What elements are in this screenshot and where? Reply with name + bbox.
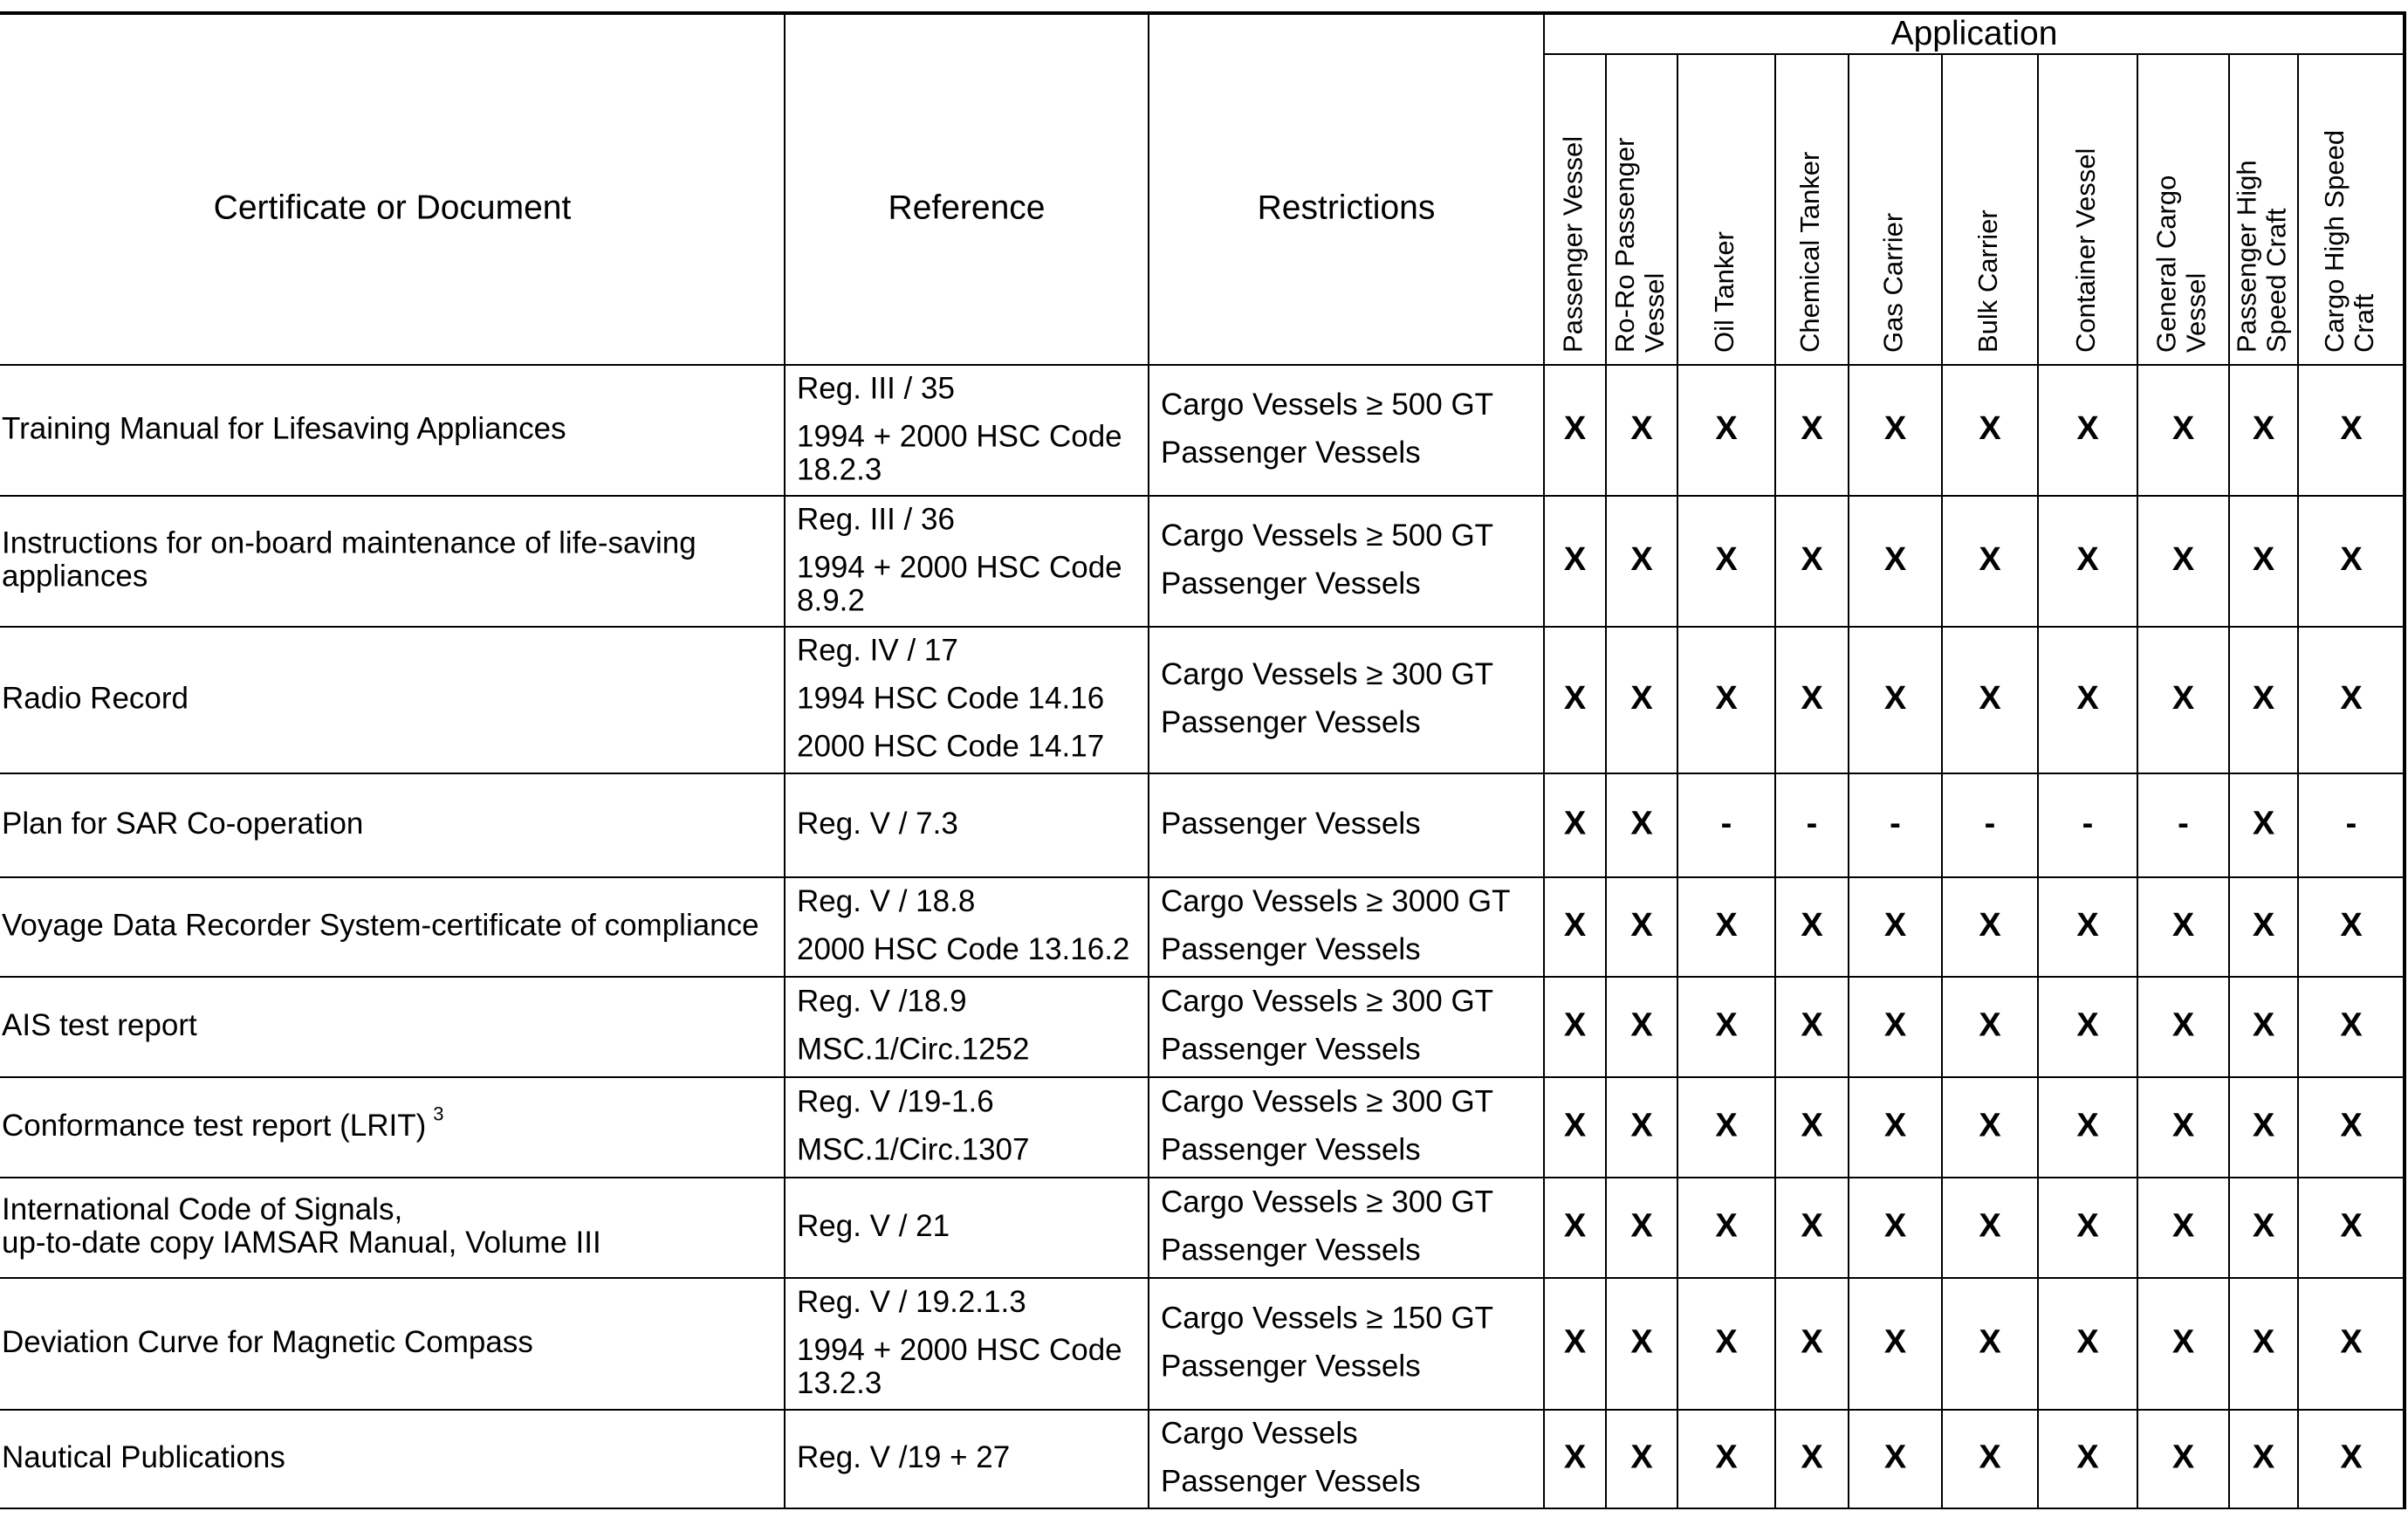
applies-mark: X (1801, 410, 1823, 448)
applies-mark: X (1715, 541, 1738, 579)
applies-mark: X (1630, 680, 1653, 718)
reference-line: 1994 + 2000 HSC Code (797, 1332, 1122, 1367)
vessel-type-header: Vessel (2180, 272, 2212, 353)
applies-mark: X (1883, 410, 1907, 448)
header-application: Application (1890, 14, 2058, 52)
applies-mark: X (1883, 907, 1907, 944)
applies-mark: X (1630, 1323, 1653, 1361)
applies-mark: X (1979, 410, 2001, 448)
applies-mark: X (2340, 907, 2363, 944)
restriction-line: Cargo Vessels (1161, 1416, 1358, 1451)
applies-mark: X (2076, 907, 2099, 944)
applies-mark: X (2252, 541, 2275, 579)
applies-mark: X (1630, 805, 1653, 842)
header-restrictions: Restrictions (1257, 189, 1436, 227)
applies-mark: X (2076, 1439, 2099, 1476)
reference-line: 1994 + 2000 HSC Code (797, 419, 1122, 454)
restriction-line: Cargo Vessels ≥ 300 GT (1161, 1185, 1494, 1219)
applies-mark: X (1563, 1207, 1587, 1245)
applies-mark: X (1630, 1439, 1653, 1476)
restriction-line: Passenger Vessels (1161, 1349, 1421, 1384)
applies-mark: X (1630, 1006, 1653, 1044)
applies-mark: X (1630, 1107, 1653, 1144)
applies-mark: X (1715, 1207, 1738, 1245)
applies-mark: X (1979, 1107, 2001, 1144)
applies-mark: X (1979, 1439, 2001, 1476)
not-applicable-mark: - (2178, 805, 2189, 842)
applies-mark: X (2340, 1006, 2363, 1044)
applies-mark: X (1801, 1323, 1823, 1361)
applies-mark: X (1801, 680, 1823, 718)
applies-mark: X (1883, 1207, 1907, 1245)
restriction-line: Passenger Vessels (1161, 704, 1421, 739)
restriction-line: Cargo Vessels ≥ 3000 GT (1161, 883, 1511, 918)
applies-mark: X (2340, 680, 2363, 718)
applies-mark: X (2076, 1207, 2099, 1245)
vessel-type-header: Oil Tanker (1709, 231, 1740, 353)
applies-mark: X (1801, 1107, 1823, 1144)
not-applicable-mark: - (1984, 805, 1996, 842)
document-name: Conformance test report (LRIT) $^3$ (2, 1102, 444, 1143)
reference-line: Reg. V / 21 (797, 1208, 950, 1243)
vessel-type-header: Vessel (1639, 272, 1671, 353)
header-reference: Reference (888, 189, 1046, 227)
applies-mark: X (1979, 680, 2001, 718)
applies-mark: X (1979, 541, 2001, 579)
applies-mark: X (2076, 1107, 2099, 1144)
applies-mark: X (1563, 1323, 1587, 1361)
applies-mark: X (2252, 1006, 2275, 1044)
reference-line: Reg. III / 36 (797, 502, 955, 537)
reference-line: MSC.1/Circ.1307 (797, 1132, 1030, 1167)
applies-mark: X (2340, 541, 2363, 579)
applies-mark: X (2076, 680, 2099, 718)
vessel-type-header: Speed Craft (2261, 208, 2292, 353)
applies-mark: X (2171, 1323, 2195, 1361)
applies-mark: X (1979, 1207, 2001, 1245)
applies-mark: X (1563, 1107, 1587, 1144)
reference-line: Reg. V /19 + 27 (797, 1439, 1011, 1474)
applies-mark: X (2076, 410, 2099, 448)
vessel-type-header: Chemical Tanker (1794, 151, 1826, 353)
vessel-type-header: Passenger High (2231, 160, 2262, 353)
applies-mark: X (1883, 1323, 1907, 1361)
applies-mark: X (1630, 541, 1653, 579)
applies-mark: X (1563, 1439, 1587, 1476)
applies-mark: X (2076, 541, 2099, 579)
applies-mark: X (1801, 907, 1823, 944)
applies-mark: X (1801, 541, 1823, 579)
applies-mark: X (2171, 1439, 2195, 1476)
restriction-line: Cargo Vessels ≥ 300 GT (1161, 656, 1494, 691)
not-applicable-mark: - (1806, 805, 1818, 842)
reference-line: 18.2.3 (797, 452, 882, 487)
document-name: appliances (2, 559, 148, 594)
vessel-type-header: Ro-Ro Passenger (1609, 137, 1641, 353)
applies-mark: X (2171, 1207, 2195, 1245)
not-applicable-mark: - (1720, 805, 1732, 842)
vessel-type-header: Craft (2349, 293, 2380, 353)
applies-mark: X (1715, 907, 1738, 944)
reference-line: 1994 HSC Code 14.16 (797, 681, 1105, 716)
restriction-line: Passenger Vessels (1161, 1233, 1421, 1267)
applies-mark: X (1563, 1006, 1587, 1044)
restriction-line: Cargo Vessels ≥ 300 GT (1161, 984, 1494, 1019)
applies-mark: X (1883, 1107, 1907, 1144)
restriction-line: Passenger Vessels (1161, 566, 1421, 601)
applies-mark: X (1883, 680, 1907, 718)
header-certificate: Certificate or Document (213, 189, 572, 227)
document-name: Radio Record (2, 681, 189, 716)
restriction-line: Passenger Vessels (1161, 806, 1421, 841)
applies-mark: X (1715, 680, 1738, 718)
applies-mark: X (1563, 410, 1587, 448)
applies-mark: X (1883, 541, 1907, 579)
applies-mark: X (1979, 1006, 2001, 1044)
reference-line: Reg. V /19-1.6 (797, 1084, 994, 1119)
applies-mark: X (1563, 907, 1587, 944)
restriction-line: Passenger Vessels (1161, 435, 1421, 470)
applies-mark: X (2340, 1207, 2363, 1245)
applies-mark: X (1563, 680, 1587, 718)
applies-mark: X (1630, 907, 1653, 944)
restriction-line: Passenger Vessels (1161, 931, 1421, 966)
document-name: Voyage Data Recorder System-certificate of compliance (2, 908, 759, 943)
reference-line: 2000 HSC Code 14.17 (797, 729, 1105, 764)
reference-line: Reg. V / 19.2.1.3 (797, 1284, 1026, 1319)
reference-line: Reg. V / 18.8 (797, 883, 976, 918)
applies-mark: X (2340, 1439, 2363, 1476)
vessel-type-header: General Cargo (2151, 175, 2182, 353)
applies-mark: X (1715, 1439, 1738, 1476)
applies-mark: X (2340, 1107, 2363, 1144)
document-name: Plan for SAR Co-operation (2, 806, 364, 841)
reference-line: 8.9.2 (797, 583, 865, 618)
applies-mark: X (1715, 1323, 1738, 1361)
table-text (2, 15, 2379, 1498)
applies-mark: X (2171, 410, 2195, 448)
applies-mark: X (2252, 1439, 2275, 1476)
document-name: Deviation Curve for Magnetic Compass (2, 1324, 533, 1359)
applies-mark: X (2252, 907, 2275, 944)
applies-mark: X (2171, 1006, 2195, 1044)
not-applicable-mark: - (2345, 805, 2357, 842)
document-name: Instructions for on-board maintenance of life-saving (2, 525, 696, 560)
restriction-line: Passenger Vessels (1161, 1032, 1421, 1067)
applies-mark: X (1883, 1006, 1907, 1044)
applies-mark: X (2171, 680, 2195, 718)
applies-mark: X (2252, 1107, 2275, 1144)
applies-mark: X (1801, 1439, 1823, 1476)
applies-mark: X (1801, 1006, 1823, 1044)
applies-mark: X (1563, 541, 1587, 579)
applies-mark: X (2340, 1323, 2363, 1361)
applies-mark: X (2252, 805, 2275, 842)
restriction-line: Cargo Vessels ≥ 150 GT (1161, 1301, 1494, 1336)
applies-mark: X (1715, 410, 1738, 448)
restriction-line: Cargo Vessels ≥ 500 GT (1161, 518, 1494, 553)
applies-mark: X (2171, 907, 2195, 944)
reference-line: Reg. V / 7.3 (797, 806, 958, 841)
applies-mark: X (1630, 410, 1653, 448)
vessel-type-header: Gas Carrier (1877, 212, 1909, 353)
restriction-line: Passenger Vessels (1161, 1132, 1421, 1167)
restriction-line: Cargo Vessels ≥ 500 GT (1161, 387, 1494, 422)
applies-mark: X (1979, 1323, 2001, 1361)
vessel-type-header: Container Vessel (2070, 148, 2102, 353)
footnote-marker: 3 (433, 1102, 444, 1125)
applies-mark: X (1715, 1006, 1738, 1044)
vessel-type-header: Cargo High Speed (2319, 129, 2350, 353)
applies-mark: X (2252, 410, 2275, 448)
reference-line: 2000 HSC Code 13.16.2 (797, 931, 1130, 966)
vessel-type-header: Bulk Carrier (1972, 209, 2004, 353)
reference-line: 1994 + 2000 HSC Code (797, 550, 1122, 585)
applies-mark: X (1979, 907, 2001, 944)
applies-mark: X (2340, 410, 2363, 448)
document-name: AIS test report (2, 1007, 197, 1042)
applies-mark: X (2171, 541, 2195, 579)
not-applicable-mark: - (1890, 805, 1901, 842)
document-name: up-to-date copy IAMSAR Manual, Volume III (2, 1225, 601, 1260)
reference-line: Reg. IV / 17 (797, 633, 958, 668)
grid-lines (0, 13, 2406, 1508)
applies-mark: X (2252, 1323, 2275, 1361)
reference-line: Reg. III / 35 (797, 371, 955, 406)
applies-mark: X (2252, 680, 2275, 718)
document-name: International Code of Signals, (2, 1192, 403, 1226)
restriction-line: Cargo Vessels ≥ 300 GT (1161, 1084, 1494, 1119)
applies-mark: X (2076, 1323, 2099, 1361)
applies-mark: X (1883, 1439, 1907, 1476)
applies-mark: X (1715, 1107, 1738, 1144)
applies-mark: X (1801, 1207, 1823, 1245)
applies-mark: X (1630, 1207, 1653, 1245)
reference-line: MSC.1/Circ.1252 (797, 1032, 1030, 1067)
restriction-line: Passenger Vessels (1161, 1464, 1421, 1499)
applies-mark: X (2252, 1207, 2275, 1245)
applies-mark: X (2171, 1107, 2195, 1144)
document-name: Nautical Publications (2, 1439, 285, 1474)
not-applicable-mark: - (2082, 805, 2094, 842)
reference-line: Reg. V /18.9 (797, 984, 967, 1019)
document-name: Training Manual for Lifesaving Appliances (2, 411, 566, 446)
reference-line: 13.2.3 (797, 1365, 882, 1400)
applies-mark: X (2076, 1006, 2099, 1044)
vessel-type-header: Passenger Vessel (1557, 135, 1588, 353)
applies-mark: X (1563, 805, 1587, 842)
